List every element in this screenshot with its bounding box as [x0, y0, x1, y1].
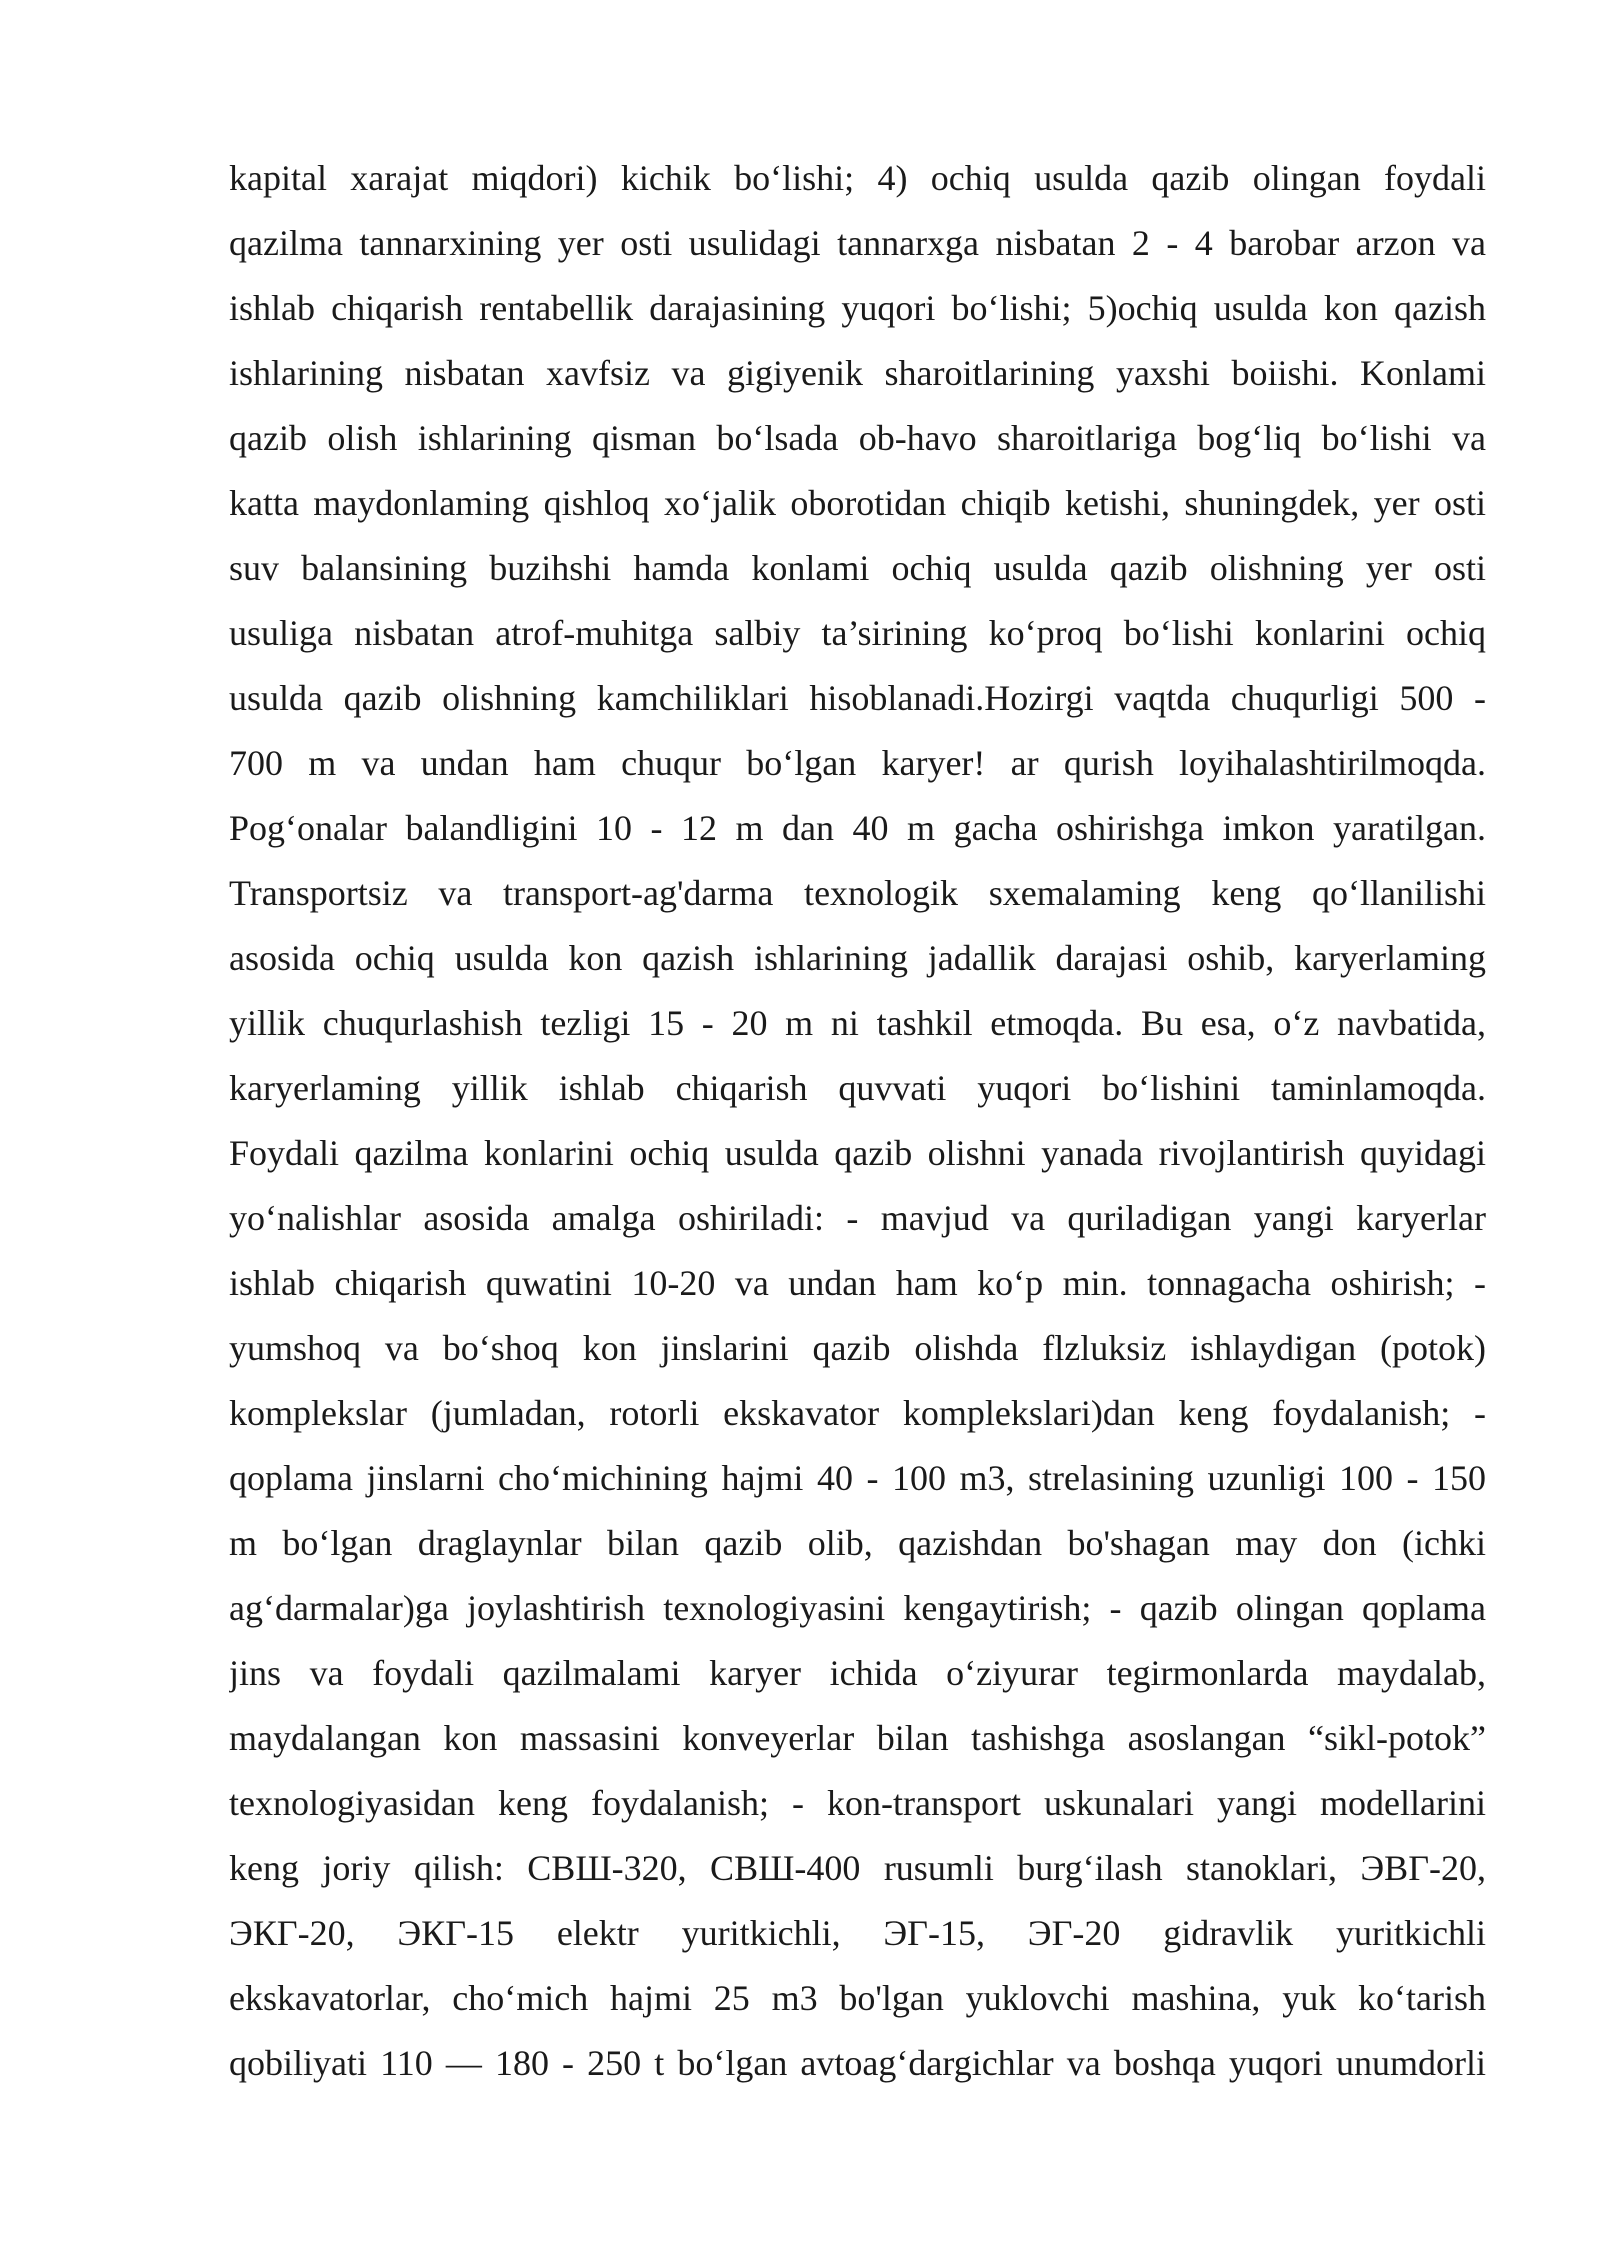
text-line: 700 m va undan ham chuqur bo‘lgan karyer! ar qurish loyihalashtirilmoqda.	[229, 743, 1486, 783]
text-line: qobiliyati 110 — 180 - 250 t bo‘lgan avtoag‘dargichlar va boshqa yuqori unumdorli	[229, 2043, 1486, 2083]
text-line: Pog‘onalar balandligini 10 - 12 m dan 40 m gacha oshirishga imkon yaratilgan.	[229, 808, 1486, 848]
text-line: keng joriy qilish: СВШ-320, СВШ-400 rusumli burg‘ilash stanoklari, ЭВГ-20,	[229, 1848, 1486, 1888]
text-line: ag‘darmalar)ga joylashtirish texnologiyasini kengaytirish; - qazib olingan qoplama	[229, 1588, 1486, 1628]
text-line: suv balansining buzihshi hamda konlami ochiq usulda qazib olishning yer osti	[229, 548, 1486, 588]
text-line: yumshoq va bo‘shoq kon jinslarini qazib olishda flzluksiz ishlaydigan (potok)	[229, 1328, 1486, 1368]
text-line: Transportsiz va transport-ag'darma texnologik sxemalaming keng qo‘llanilishi	[229, 873, 1486, 913]
text-line: ishlab chiqarish rentabellik darajasining yuqori bo‘lishi; 5)ochiq usulda kon qazish	[229, 288, 1486, 328]
text-line: ЭКГ-20, ЭКГ-15 elektr yuritkichli, ЭГ-15, ЭГ-20 gidravlik yuritkichli	[229, 1913, 1486, 1953]
text-line: kapital xarajat miqdori) kichik bo‘lishi; 4) ochiq usulda qazib olingan foydali	[229, 158, 1486, 198]
text-line: yillik chuqurlashish tezligi 15 - 20 m ni tashkil etmoqda. Bu esa, o‘z navbatida,	[229, 1003, 1486, 1043]
text-line: komplekslar (jumladan, rotorli ekskavator komplekslari)dan keng foydalanish; -	[229, 1393, 1486, 1433]
text-line: ishlarining nisbatan xavfsiz va gigiyenik sharoitlarining yaxshi boiishi. Konlami	[229, 353, 1486, 393]
text-line: qoplama jinslarni cho‘michining hajmi 40 - 100 m3, strelasining uzunligi 100 - 150	[229, 1458, 1486, 1498]
body-text	[229, 146, 1486, 2096]
text-line: katta maydonlaming qishloq xo‘jalik oborotidan chiqib ketishi, shuningdek, yer osti	[229, 483, 1486, 523]
text-line: yo‘nalishlar asosida amalga oshiriladi: - mavjud va quriladigan yangi karyerlar	[229, 1198, 1486, 1238]
text-line: texnologiyasidan keng foydalanish; - kon-transport uskunalari yangi modellarini	[229, 1783, 1486, 1823]
text-line: karyerlaming yillik ishlab chiqarish quvvati yuqori bo‘lishini taminlamoqda.	[229, 1068, 1486, 1108]
text-line: Foydali qazilma konlarini ochiq usulda qazib olishni yanada rivojlantirish quyidagi	[229, 1133, 1486, 1173]
text-line: usuliga nisbatan atrof-muhitga salbiy ta’sirining ko‘proq bo‘lishi konlarini ochiq	[229, 613, 1486, 653]
text-line: usulda qazib olishning kamchiliklari hisoblanadi.Hozirgi vaqtda chuqurligi 500 -	[229, 678, 1486, 718]
text-line: qazilma tannarxining yer osti usulidagi tannarxga nisbatan 2 - 4 barobar arzon va	[229, 223, 1486, 263]
text-line: maydalangan kon massasini konveyerlar bilan tashishga asoslangan “sikl-potok”	[229, 1718, 1486, 1758]
text-line: m bo‘lgan draglaynlar bilan qazib olib, qazishdan bo'shagan may don (ichki	[229, 1523, 1486, 1563]
text-line: ekskavatorlar, cho‘mich hajmi 25 m3 bo'lgan yuklovchi mashina, yuk ko‘tarish	[229, 1978, 1486, 2018]
text-line: qazib olish ishlarining qisman bo‘lsada ob-havo sharoitlariga bog‘liq bo‘lishi va	[229, 418, 1486, 458]
text-line: asosida ochiq usulda kon qazish ishlarining jadallik darajasi oshib, karyerlaming	[229, 938, 1486, 978]
text-line: ishlab chiqarish quwatini 10-20 va undan ham ko‘p min. tonnagacha oshirish; -	[229, 1263, 1486, 1303]
text-line: jins va foydali qazilmalami karyer ichida o‘ziyurar tegirmonlarda maydalab,	[229, 1653, 1486, 1693]
